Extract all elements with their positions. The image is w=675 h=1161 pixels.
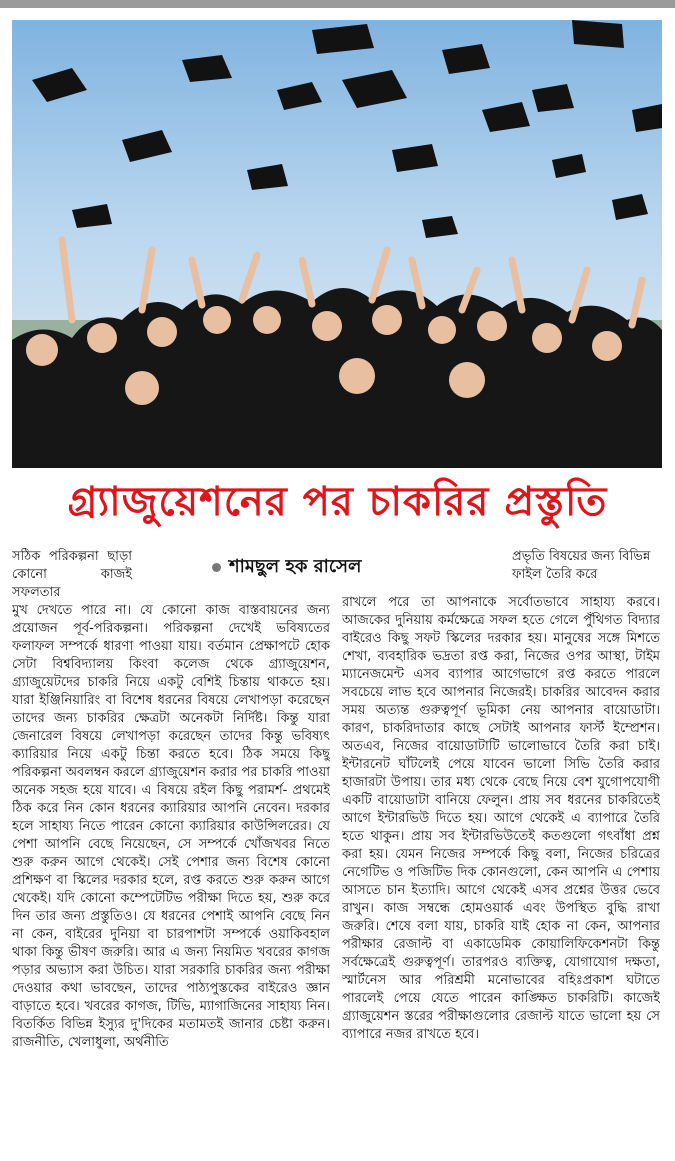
flying-caps (32, 20, 662, 238)
byline-author: শামছুল হক রাসেল (229, 556, 362, 577)
right-column-text: রাখলে পরে তা আপনাকে সর্বোতভাবে সাহায্য করবে। আজকের দুনিয়ায় কর্মক্ষেত্রে সফল হতে গেলে পুঁথিগত বিদ্যার বাইরেও কিছু সফট স্কিলের দরকার হয়। মানুষের সঙ্গে মিশতে শেখা, ব্যবহারিক ভদ্রতা রপ্ত করা, নিজের ওপর আস্থা, টাইম ম্যানেজমেন্ট এসব ব্যাপার আগেভাগে রপ্ত করতে পারলে সবচেয়ে লাভ হবে আপনার নিজেরই। চাকরির আবেদন করার সময় অত্যন্ত গুরুত্বপূর্ণ ভূমিকা নেয় আপনার বায়োডাটা। কারণ, চাকরিদাতার কাছে সেটাই আপনার ফার্স্ট ইম্প্রেশন। অতএব, নিজের বায়োডাটাটি ভালোভাবে তৈরি করা চাই। ইন্টারনেট ঘাঁটলেই পেয়ে যাবেন ভালো সিভি তৈরি করার হাজারটা উপায়। তার মধ্য থেকে বেছে নিয়ে বেশ যুগোপযোগী একটি বায়োডাটা বানিয়ে ফেলুন। প্রায় সব ধরনের চাকরিতেই আগে ইন্টারভিউ দিতে হয়। আগে থেকেই এ ব্যাপারে তৈরি হতে থাকুন। প্রায় সব ইন্টারভিউতেই কতগুলো গৎবাঁধা প্রশ্ন করা হয়। যেমন নিজের সম্পর্কে কিছু বলা, নিজের চরিত্রের নেগেটিভ ও পজিটিভ দিক কোনগুলো, কেন আপনি এ পেশায় আসতে চান ইত্যাদি। আগে থেকেই এসব প্রশ্নের উত্তর ভেবে রাখুন। কাজ সম্বন্ধে হোমওয়ার্ক এবং উপস্থিত বুদ্ধি রাখা জরুরি। শেষে বলা যায়, চাকরি যাই হোক না কেন, আপনার পরীক্ষার রেজাল্ট বা একাডেমিক কোয়ালিফিকেশনটা কিন্তু সর্বক্ষেত্রেই গুরুত্বপূর্ণ। তারপরও ব্যক্তিত্ব, যোগাযোগ দক্ষতা, স্মার্টনেস আর পরিশ্রমী মনোভাবের বহিঃপ্রকাশ ঘটাতে পারলেই পেয়ে যেতে পারেন কাঙ্ক্ষিত চাকরিটি। কাজেই গ্র্যাজুয়েশন স্তরের পরীক্ষাগুলোর রেজাল্ট যাতে ভালো হয় সে ব্যাপারে নজর রাখতে হবে। (342, 595, 660, 1042)
top-rule (0, 0, 675, 8)
intro-right: প্রভৃতি বিষয়ের জন্য বিভিন্ন ফাইল তৈরি করে (512, 549, 651, 582)
graduation-photo (12, 20, 662, 468)
graduation-photo-illustration (12, 20, 662, 468)
graduates-crowd (12, 240, 662, 468)
byline-bullet-icon (212, 563, 221, 572)
headline: গ্র্যাজুয়েশনের পর চাকরির প্রস্তুতি (67, 479, 608, 525)
intro-left: সঠিক পরিকল্পনা ছাড়া কোনো কাজই সফলতার (12, 549, 132, 600)
byline (212, 552, 361, 583)
article-body (12, 548, 662, 1158)
left-column (12, 548, 330, 1154)
left-column-text: মুখ দেখতে পারে না। যে কোনো কাজ বাস্তবায়নের জন্য প্রয়োজন পূর্ব-পরিকল্পনা। পরিকল্পনা দেখেই ভবিষ্যতের ফলাফল সম্পর্কে ধারণা পাওয়া যায়। বর্তমান প্রেক্ষাপটে হোক সেটা বিশ্ববিদ্যালয় কিংবা কলেজ থেকে গ্র্যাজুয়েশন, গ্র্যাজুয়েটদের চাকরি নিয়ে একটু বেশিই চিন্তায় থাকতে হয়। যারা ইঞ্জিনিয়ারিং বা বিশেষ ধরনের বিষয়ে লেখাপড়া করেছেন তাদের জন্য চাকরির ক্ষেত্রটা অনেকটা নির্দিষ্ট। কিন্তু যারা জেনারেল বিষয়ে লেখাপড়া করেছেন তাদের কিন্তু ভবিষ্যৎ ক্যারিয়ার নিয়ে একটু চিন্তা করতে হবে। ঠিক সময়ে কিছু পরিকল্পনা অবলম্বন করলে গ্র্যাজুয়েশন করার পর চাকরি পাওয়া অনেক সহজ হয়ে যাবে। এ বিষয়ে রইল কিছু পরামর্শ- প্রথমেই ঠিক করে নিন কোন ধরনের ক্যারিয়ার আপনি নেবেন। দরকার হলে সাহায্য নিতে পারেন কোনো ক্যারিয়ার কাউন্সিলরের। যে পেশা আপনি বেছে নিয়েছেন, সে সম্পর্কে খোঁজখবর নিতে শুরু করুন আগে থেকেই। সেই পেশার জন্য বিশেষ কোনো প্রশিক্ষণ বা স্কিলের দরকার হলে, রপ্ত করতে শুরু করুন আগে থেকেই। যদি কোনো কম্পেটেটিভ পরীক্ষা দিতে হয়, শুরু করে দিন তার জন্য প্রস্তুতিও। যে ধরনের পেশাই আপনি বেছে নিন না কেন, বাইরের দুনিয়া বা চারপাশটা সম্পর্কে ওয়াকিবহাল থাকা কিন্তু ভীষণ জরুরি। আর এ জন্য নিয়মিত খবরের কাগজ পড়ার অভ্যাস করা উচিত। যারা সরকারি চাকরির জন্য পরীক্ষা দেওয়ার কথা ভাবছেন, তাদের পাঠ্যপুস্তকের বাইরেও জ্ঞান বাড়াতে হবে। খবরের কাগজ, টিভি, ম্যাগাজিনের সাহায্য নিন। বিতর্কিত বিভিন্ন ইস্যুর দু'দিকের মতামতই জানার চেষ্টা করুন। রাজনীতি, খেলাধুলা, অর্থনীতি (12, 603, 330, 1050)
right-column (342, 594, 660, 1154)
